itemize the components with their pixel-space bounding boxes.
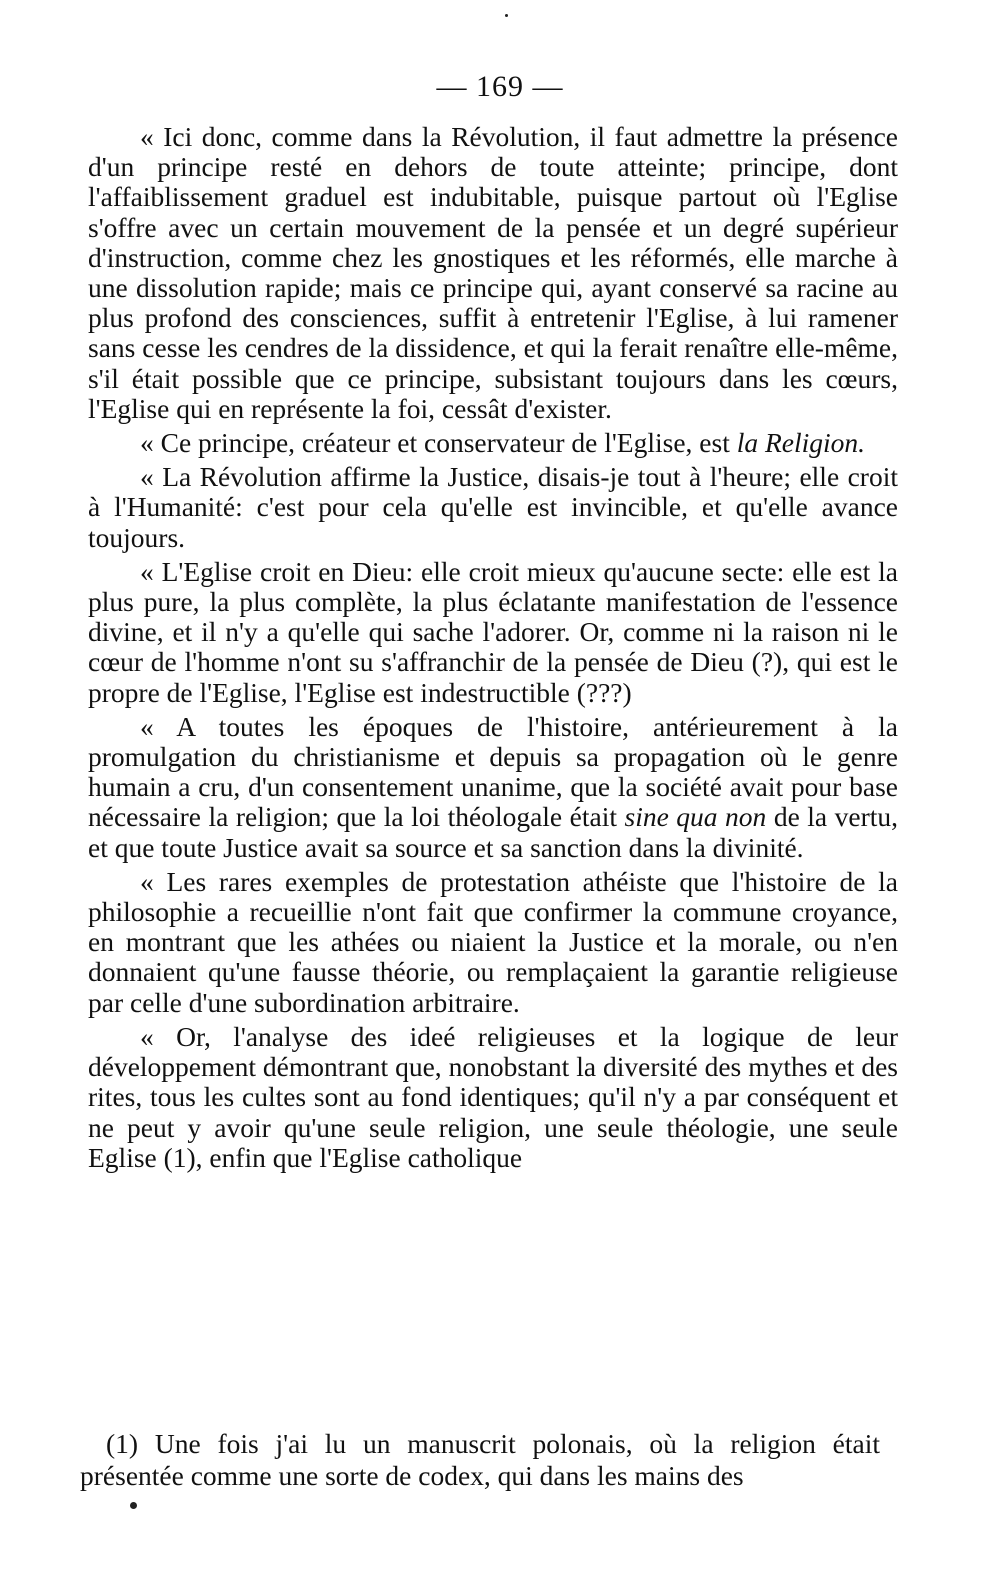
paragraph-5-rest: de la vertu, et que toute Justice avait sa source et sa sanction dans la divinité. bbox=[88, 801, 899, 863]
paragraph-5-text: « A toutes les époques de l'histoire, antérieurement à la promulgation du christianisme et depuis sa propagation où le genre humain a cru, d'un consentement unanime, que la société avait pour base nécessaire la religion; que la loi théologale était bbox=[88, 710, 898, 833]
paragraph-7: « Or, l'analyse des ideé religieuses et la logique de leur développement démontrant que, nonobstant la diversité des mythes et des rites, tous les cultes sont au fond identiques; qu'il n'y a par conséquent et ne peut y avoir qu'une seule religion, une seule théologie, une seule Eglise (1), enfin que l'Eglise catholique bbox=[88, 1020, 898, 1173]
paragraph-4: « L'Eglise croit en Dieu: elle croit mieux qu'aucune secte: elle est la plus pure, la plus complète, la plus éclatante manifestation de l'essence divine, et il n'y a qu'elle qui sache l'adorer. Or, comme ni la raison ni le cœur de l'homme n'ont su s'affranchir de la pensée de Dieu (?), qui est le propre de l'Eglise, l'Eglise est indestructible (???) bbox=[88, 555, 898, 708]
paragraph-3: « La Révolution affirme la Justice, disais-je tout à l'heure; elle croit à l'Humanité: c'est pour cela qu'elle est invincible, et qu'elle avance toujours. bbox=[88, 461, 898, 553]
footnote: (1) Une fois j'ai lu un manuscrit polonais, où la religion était présentée comme une sorte de codex, qui dans les mains des bbox=[80, 1428, 880, 1491]
paragraph-2-italic: la Religion. bbox=[736, 427, 866, 459]
paragraph-1: « Ici donc, comme dans la Révolution, il faut admettre la présence d'un principe resté en dehors de toute atteinte; principe, dont l'affaiblissement graduel est indubitable, puisque partout où l'Eglise s'offre avec un certain mouvement de la pensée et un degré supérieur d'instruction, comme chez les gnostiques et les réformés, elle marche à une dissolution rapide; mais ce principe qui, ayant conservé sa racine au plus profond des consciences, suffit à entretenir l'Eglise, à lui ramener sans cesse les cendres de la dissidence, et qui la ferait renaître elle-même, s'il était possible que ce principe, subsistant toujours dans les cœurs, l'Eglise qui en représente la foi, cessât d'exister. bbox=[88, 121, 898, 424]
paragraph-5-italic: sine qua non bbox=[624, 801, 767, 833]
paragraph-2-text: « Ce principe, créateur et conservateur de l'Eglise, est bbox=[140, 427, 737, 459]
paragraph-5 bbox=[88, 712, 898, 863]
page-number: — 169 — bbox=[436, 70, 564, 103]
paragraph-6: « Les rares exemples de protestation athéiste que l'histoire de la philosophie a recueillie n'ont fait que confirmer la commune croyance, en montrant que les athées ou niaient la Justice et la morale, ou n'en donnaient qu'une fausse théorie, ou remplaçaient la garantie religieuse par celle d'une subordination arbitraire. bbox=[88, 865, 898, 1018]
body-text bbox=[88, 122, 898, 1173]
paragraph-2 bbox=[88, 428, 898, 458]
ink-speck-bottom bbox=[130, 1502, 137, 1509]
ink-speck-top bbox=[505, 14, 508, 17]
